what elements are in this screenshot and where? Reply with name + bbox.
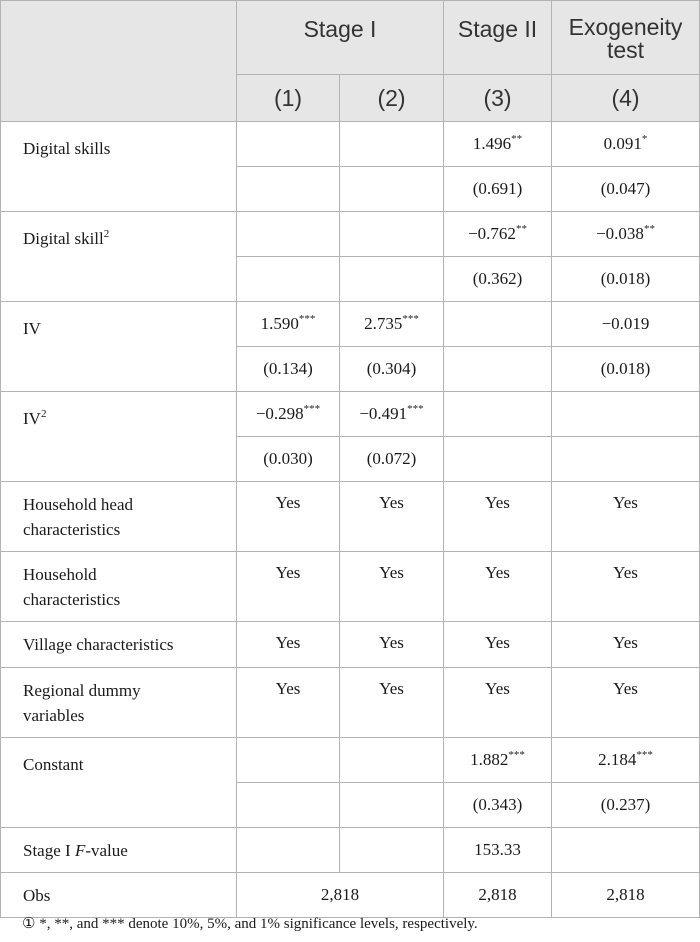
table-cell: Yes bbox=[340, 622, 444, 668]
table-cell: Yes bbox=[237, 482, 340, 552]
table-cell: 2,818 bbox=[237, 873, 444, 918]
table-row bbox=[1, 828, 700, 873]
table-cell bbox=[340, 783, 444, 828]
table-cell bbox=[444, 302, 552, 347]
table-cell: (0.343) bbox=[444, 783, 552, 828]
table-cell bbox=[444, 347, 552, 392]
table-row bbox=[1, 738, 700, 783]
table-cell bbox=[552, 437, 700, 482]
table-cell: (0.134) bbox=[237, 347, 340, 392]
table-row bbox=[1, 668, 700, 738]
table-row bbox=[1, 392, 700, 437]
row-label-household-head: Household head characteristics bbox=[1, 482, 237, 552]
table-cell: Yes bbox=[237, 622, 340, 668]
table-cell: (0.030) bbox=[237, 437, 340, 482]
table-cell: 1.496** bbox=[444, 122, 552, 167]
table-cell bbox=[340, 212, 444, 257]
table-cell: 153.33 bbox=[444, 828, 552, 873]
table-cell: Yes bbox=[444, 552, 552, 622]
table-cell bbox=[552, 828, 700, 873]
table-cell: 1.882*** bbox=[444, 738, 552, 783]
header-stage-2: Stage II bbox=[444, 1, 552, 75]
row-label-digital-skills: Digital skills bbox=[1, 122, 237, 212]
table-cell bbox=[552, 392, 700, 437]
row-label-constant: Constant bbox=[1, 738, 237, 828]
table-cell: 2.184*** bbox=[552, 738, 700, 783]
header-stage-1: Stage I bbox=[237, 1, 444, 75]
table-cell: Yes bbox=[237, 552, 340, 622]
row-label-household: Household characteristics bbox=[1, 552, 237, 622]
table-footnote: ① *, **, and *** denote 10%, 5%, and 1% significance levels, respectively. bbox=[22, 916, 478, 932]
row-label-obs: Obs bbox=[1, 873, 237, 918]
header-exogeneity-test: Exogeneity test bbox=[552, 1, 700, 75]
table-cell: (0.018) bbox=[552, 257, 700, 302]
header-blank-cell bbox=[1, 1, 237, 122]
table-cell bbox=[237, 122, 340, 167]
table-cell: (0.237) bbox=[552, 783, 700, 828]
table-cell bbox=[444, 392, 552, 437]
row-label-stage1-fvalue: Stage I F-value bbox=[1, 828, 237, 873]
table-cell: Yes bbox=[552, 552, 700, 622]
table-cell bbox=[340, 167, 444, 212]
table-cell: Yes bbox=[552, 482, 700, 552]
table-cell: Yes bbox=[552, 668, 700, 738]
header-col-4: (4) bbox=[552, 75, 700, 122]
table-cell: Yes bbox=[340, 482, 444, 552]
table-cell: (0.362) bbox=[444, 257, 552, 302]
table-cell: (0.018) bbox=[552, 347, 700, 392]
table-cell: Yes bbox=[444, 668, 552, 738]
table-cell: (0.304) bbox=[340, 347, 444, 392]
table-cell: −0.038** bbox=[552, 212, 700, 257]
table-cell: Yes bbox=[340, 552, 444, 622]
row-label-village: Village characteristics bbox=[1, 622, 237, 668]
table-row bbox=[1, 552, 700, 622]
table-cell bbox=[237, 783, 340, 828]
table-cell: (0.047) bbox=[552, 167, 700, 212]
table-cell bbox=[237, 738, 340, 783]
table-cell: Yes bbox=[237, 668, 340, 738]
row-label-regional: Regional dummy variables bbox=[1, 668, 237, 738]
table-cell: 2.735*** bbox=[340, 302, 444, 347]
table-cell: −0.491*** bbox=[340, 392, 444, 437]
table-cell bbox=[340, 257, 444, 302]
table-cell: −0.298*** bbox=[237, 392, 340, 437]
table-cell bbox=[340, 738, 444, 783]
header-col-2: (2) bbox=[340, 75, 444, 122]
table-cell: 2,818 bbox=[552, 873, 700, 918]
table-cell bbox=[340, 122, 444, 167]
header-col-3: (3) bbox=[444, 75, 552, 122]
header-col-1: (1) bbox=[237, 75, 340, 122]
table-cell: Yes bbox=[340, 668, 444, 738]
table-row bbox=[1, 873, 700, 918]
table-cell: Yes bbox=[444, 482, 552, 552]
table-cell bbox=[237, 212, 340, 257]
table-cell bbox=[237, 167, 340, 212]
row-label-iv-squared: $IV^2$ bbox=[1, 392, 237, 482]
table-cell bbox=[237, 257, 340, 302]
row-label-digital-skill-squared: Digital skill$^2$ bbox=[1, 212, 237, 302]
table-cell: (0.072) bbox=[340, 437, 444, 482]
table-cell bbox=[340, 828, 444, 873]
table-row bbox=[1, 122, 700, 167]
table-cell: (0.691) bbox=[444, 167, 552, 212]
table-cell: −0.762** bbox=[444, 212, 552, 257]
table-row bbox=[1, 482, 700, 552]
table-row bbox=[1, 622, 700, 668]
table-cell: −0.019 bbox=[552, 302, 700, 347]
table-cell bbox=[444, 437, 552, 482]
table-cell: 1.590*** bbox=[237, 302, 340, 347]
table-row bbox=[1, 212, 700, 257]
table-row bbox=[1, 302, 700, 347]
table-cell: Yes bbox=[552, 622, 700, 668]
table-cell: 2,818 bbox=[444, 873, 552, 918]
row-label-iv: IV bbox=[1, 302, 237, 392]
table-cell bbox=[237, 828, 340, 873]
table-cell: Yes bbox=[444, 622, 552, 668]
table-cell: 0.091* bbox=[552, 122, 700, 167]
